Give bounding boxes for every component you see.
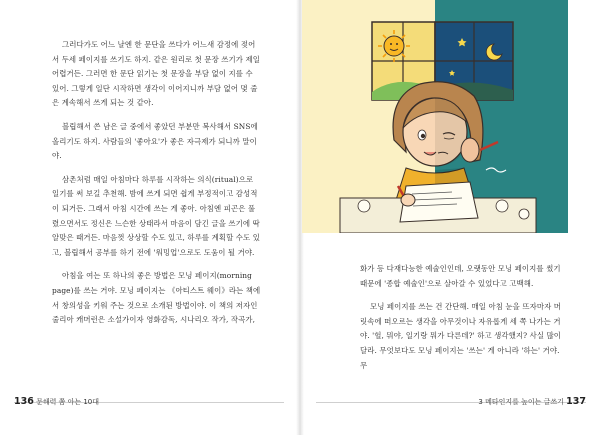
paragraph: 삼촌처럼 매일 아침마다 하루를 시작하는 의식(ritual)으로 일기를 써 보길 추천해. 밤에 쓰게 되면 쉽게 부정적이고 감성적이 되거든. 그래서 아침 시간에 쓰는 게 좋아. 아침엔 피곤은 풀렸으면서도 정신은 느슨한 상태라서 마음이 담긴 글을 쓰기에 딱 알맞은 때거든. 마음껏 상상할 수도 있고, 하루를 계획할 수도 있고, 블립해서 공부를 하기 전에 '워밍업'으로도 도움이 될 거야. — [52, 174, 260, 257]
right-footer — [478, 396, 586, 407]
running-title: 3 메타인지를 높이는 글쓰기 — [478, 398, 564, 406]
paragraph: 블립해서 쓴 남은 글 중에서 좋았던 부분만 복사해서 SNS에 올리기도 하지. 사람들의 '좋아요'가 좋은 자극제가 되니까 말이야. — [52, 121, 258, 161]
girl-writing-day-night-illustration — [302, 0, 568, 233]
paragraph: 아침을 여는 또 하나의 좋은 방법은 모닝 페이지(morning page)를 쓰는 거야. 모닝 페이지는 《아티스트 웨이》라는 책에서 창의성을 키워 주는 것으로 소개된 방법이야. 이 책의 저자인 줄리아 캐머런은 소설가이자 영화감독, 시나리오 작가, 작곡가, — [52, 271, 261, 325]
paragraph: 모닝 페이지를 쓰는 건 간단해. 매일 아침 눈을 뜨자마자 머릿속에 떠오르는 생각을 아무것이나 자유롭게 세 쪽 나가는 거야. '헐, 뭐야, 일기랑 뭐가 다른데?' 하고 생각했지? 사실 많이 달라. 무엇보다도 모닝 페이지는 '쓰는' 게 아니라 '하는' 거야. 무 — [360, 302, 562, 370]
paragraph: 화가 등 다재다능한 예술인인데, 오랫동안 모닝 페이지를 썼기 때문에 '종합 예술인'으로 살아갈 수 있었다고 고백해. — [360, 264, 561, 288]
page-number: 137 — [566, 396, 586, 407]
page-number: 136 — [14, 396, 34, 407]
right-page-body — [360, 262, 568, 382]
illustration — [302, 0, 568, 233]
left-page-body — [52, 38, 262, 337]
left-footer — [14, 396, 99, 407]
paragraph: 그러다가도 어느 날엔 한 문단을 쓰다가 어느새 감정에 젖어서 두세 페이지를 쓰기도 하지. 같은 원리로 첫 문장 쓰기가 제일 어렵거든. 그러면 한 문단 읽기는 첫 문장을 부담 없이 지를 수 있어. 그렇게 일단 시작하면 생각이 이어지니까 부담 없어 몇 줄은 계속해서 쓰게 되는 것 같아. — [52, 40, 260, 108]
running-title: 문해력 쫌 아는 10대 — [36, 398, 99, 406]
